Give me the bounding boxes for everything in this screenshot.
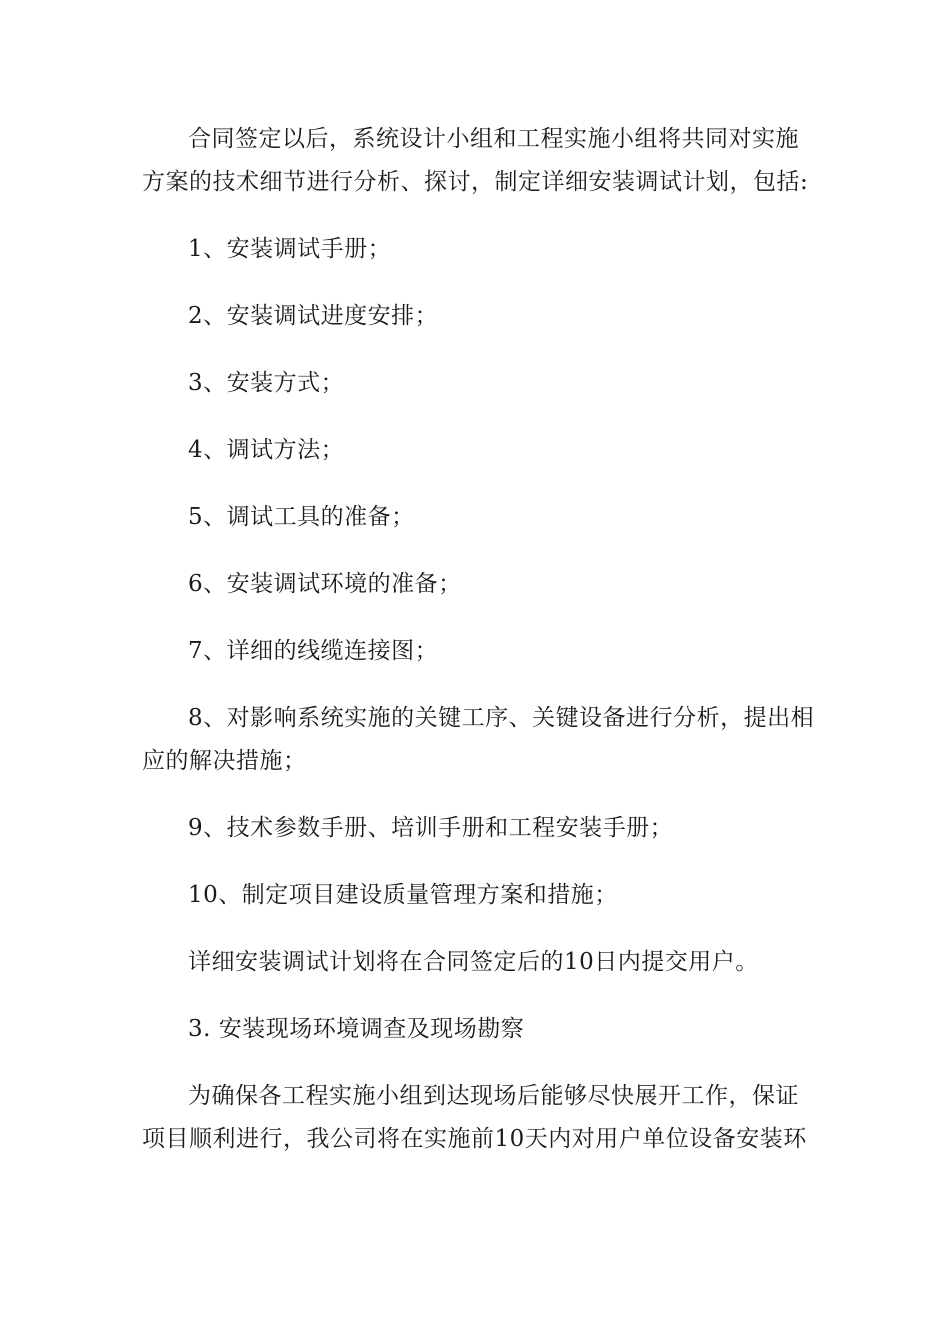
paragraph-intro: 合同签定以后，系统设计小组和工程实施小组将共同对实施方案的技术细节进行分析、探讨，制定详细安装调试计划，包括: [142,126,809,195]
list-item-10: 10、制定项目建设质量管理方案和措施； [188,882,618,908]
list-item-1: 1、安装调试手册； [188,236,392,262]
list-item-8: 8、对影响系统实施的关键工序、关键设备进行分析，提出相应的解决措施； [142,705,815,774]
document-body [142,118,822,1161]
list-item-7: 7、详细的线缆连接图； [188,638,439,664]
list-item-3: 3、安装方式； [188,370,345,396]
list-item-4: 4、调试方法； [188,437,345,463]
list-item-6: 6、安装调试环境的准备； [188,571,462,597]
list-item-5: 5、调试工具的准备； [188,504,415,530]
section-heading: 3. 安装现场环境调查及现场勘察 [188,1016,525,1042]
paragraph-deadline: 详细安装调试计划将在合同签定后的10日内提交用户。 [188,949,759,975]
list-item-2: 2、安装调试进度安排； [188,303,439,329]
paragraph-survey: 为确保各工程实施小组到达现场后能够尽快展开工作，保证项目顺利进行，我公司将在实施前10天内对用户单位设备安装环 [142,1083,807,1152]
list-item-9: 9、技术参数手册、培训手册和工程安装手册； [188,815,674,841]
